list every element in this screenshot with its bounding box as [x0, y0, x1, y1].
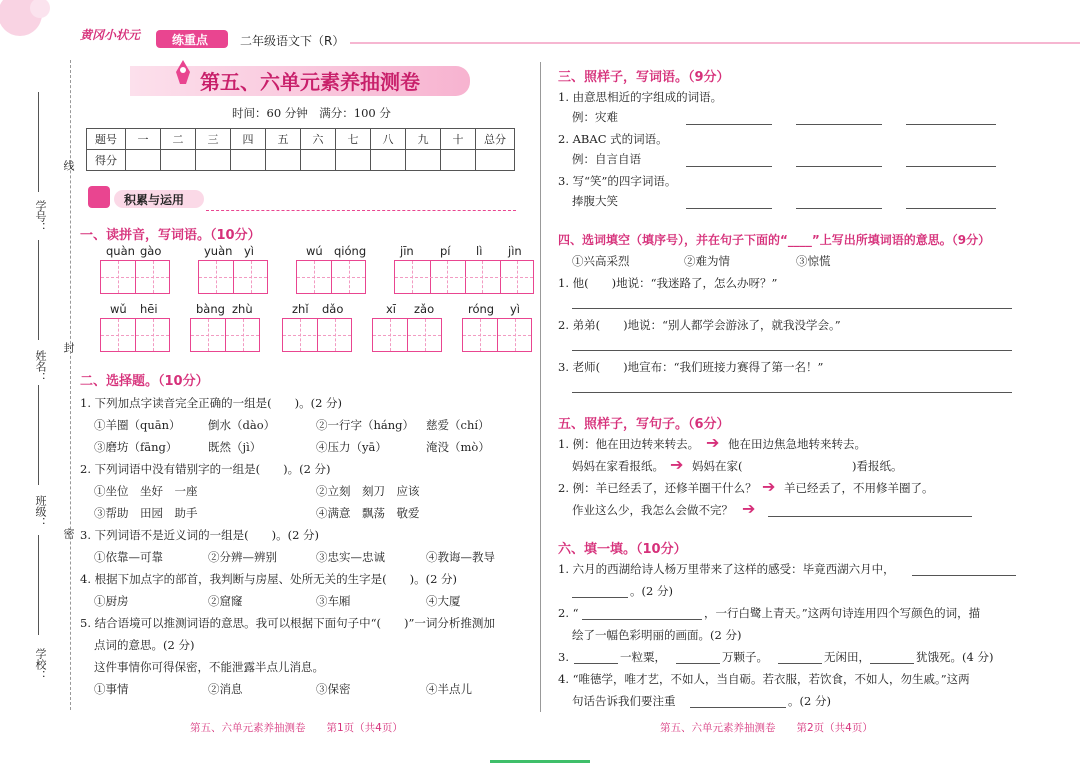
- answer-line[interactable]: [574, 663, 618, 664]
- side-mark-mi: 密: [62, 528, 75, 539]
- side-label-name: 姓名：: [34, 350, 47, 383]
- pinyin: dǎo: [322, 302, 344, 316]
- score-header-cell: 五: [266, 129, 301, 150]
- score-cell[interactable]: [441, 150, 476, 171]
- score-header-cell: 七: [336, 129, 371, 150]
- score-cell[interactable]: [196, 150, 231, 171]
- sec4-title: 四、选词填空（填序号），并在句子下面的“____”上写出所填词语的意思。（9分）: [558, 233, 991, 247]
- rocket-icon: [170, 58, 196, 92]
- writing-grid[interactable]: [372, 318, 442, 352]
- option: ②消息: [208, 682, 243, 696]
- arrow-icon: ➔: [762, 477, 776, 496]
- example-sentence: 1. 例：他在田边转来转去。: [558, 437, 700, 451]
- page-title: 第五、六单元素养抽测卷: [200, 70, 420, 94]
- option: ④教诲—教导: [426, 550, 495, 564]
- sentence: 妈妈在家(: [692, 459, 743, 473]
- sentence: 4. “唯德学，唯才艺，不如人，当自砺。若衣服，若饮食，不如人，勿生戚。”这两: [558, 672, 970, 686]
- option: ②窟窿: [208, 594, 243, 608]
- sec3-title: 三、照样子，写词语。（9分）: [558, 70, 730, 85]
- word-option: ①兴高采烈: [572, 254, 630, 268]
- pinyin: xī: [386, 302, 397, 316]
- option: 慈爱（chí）: [426, 418, 490, 432]
- score-header-cell: 二: [161, 129, 196, 150]
- pinyin: wǔ: [110, 302, 127, 316]
- answer-line[interactable]: [572, 597, 628, 598]
- binding-line: [70, 60, 71, 710]
- answer-line[interactable]: [906, 166, 996, 167]
- question: 点词的意思。(2 分): [94, 638, 195, 652]
- time-info: 时间：60 分钟 满分：100 分: [232, 106, 391, 120]
- sentence: 一粒粟，: [620, 650, 666, 664]
- arrow-icon: ➔: [670, 455, 684, 474]
- option: ②分辨—辨别: [208, 550, 277, 564]
- pinyin: yì: [244, 244, 255, 258]
- side-blank: [38, 92, 39, 192]
- example-sentence: 2. 例：羊已经丢了，还修羊圈干什么？: [558, 481, 757, 495]
- answer-line[interactable]: [778, 663, 822, 664]
- side-label-class: 班级：: [34, 495, 47, 528]
- sec2-title: 二、选择题。（10分）: [80, 374, 209, 389]
- sentence: 3.: [558, 650, 569, 664]
- book-icon: [88, 186, 110, 208]
- sentence: 2. “: [558, 606, 579, 620]
- option: ②一行字（háng）: [316, 418, 415, 432]
- answer-line[interactable]: [768, 516, 972, 517]
- option: ③磨坊（fāng）: [94, 440, 178, 454]
- sentence: 。(2 分): [630, 584, 673, 598]
- score-header-cell: 三: [196, 129, 231, 150]
- option: ④满意 飘荡 敬爱: [316, 506, 420, 520]
- option: ③帮助 田园 助手: [94, 506, 198, 520]
- pinyin: quàn: [106, 244, 135, 258]
- pinyin: bàng: [196, 302, 225, 316]
- option: 既然（jì）: [208, 440, 262, 454]
- answer-line[interactable]: [572, 308, 1012, 309]
- score-header-cell: 十: [441, 129, 476, 150]
- pinyin: jīn: [400, 244, 414, 258]
- answer-line[interactable]: [572, 392, 1012, 393]
- option: ②立刻 刻刀 应该: [316, 484, 420, 498]
- pinyin: wú: [306, 244, 323, 258]
- answer-line[interactable]: [796, 166, 882, 167]
- section-banner: 积累与运用: [124, 193, 185, 207]
- pinyin: zǎo: [414, 302, 435, 316]
- score-header-cell: 题号: [87, 129, 126, 150]
- side-blank: [38, 385, 39, 485]
- answer-line[interactable]: [572, 350, 1012, 351]
- option: ①羊圈（quān）: [94, 418, 181, 432]
- option: 倒水（dào）: [208, 418, 276, 432]
- pinyin: jìn: [508, 244, 522, 258]
- pinyin: róng: [468, 302, 495, 316]
- writing-grid[interactable]: [462, 318, 532, 352]
- score-cell[interactable]: [161, 150, 196, 171]
- sentence: )看报纸。: [852, 459, 903, 473]
- side-label-number: 学号：: [34, 200, 47, 233]
- writing-grid[interactable]: [282, 318, 352, 352]
- pinyin: zhǐ: [292, 302, 309, 316]
- subject-label: 二年级语文下（R）: [240, 34, 345, 48]
- answer-line[interactable]: [906, 124, 996, 125]
- question: 1. 下列加点字读音完全正确的一组是( )。(2 分): [80, 396, 343, 410]
- arrow-icon: ➔: [742, 499, 756, 518]
- option: 淹没（mò）: [426, 440, 490, 454]
- example: 捧腹大笑: [572, 194, 618, 208]
- pinyin: hēi: [140, 302, 158, 316]
- option: ③车厢: [316, 594, 351, 608]
- sentence: 2. 弟弟( )地说：“别人都学会游泳了，就我没学会。”: [558, 318, 841, 332]
- answer-line[interactable]: [686, 208, 772, 209]
- pinyin: yì: [510, 302, 521, 316]
- side-mark-feng: 封: [62, 342, 75, 353]
- score-row-label: 得分: [87, 150, 126, 171]
- score-cell[interactable]: [301, 150, 336, 171]
- score-cell[interactable]: [126, 150, 161, 171]
- side-blank: [38, 535, 39, 635]
- answer-line[interactable]: [676, 663, 720, 664]
- answer-line[interactable]: [912, 575, 1016, 576]
- pinyin: gào: [140, 244, 162, 258]
- corner-decoration: [0, 0, 60, 60]
- option: ④压力（yā）: [316, 440, 387, 454]
- score-cell[interactable]: [406, 150, 441, 171]
- footer-right: 第五、六单元素养抽测卷 第2页（共4页）: [660, 722, 873, 734]
- word-option: ②难为情: [684, 254, 730, 268]
- score-cell[interactable]: [266, 150, 301, 171]
- answer-line[interactable]: [796, 124, 882, 125]
- sentence: 。(2 分): [788, 694, 831, 708]
- option: ①事情: [94, 682, 129, 696]
- writing-grid[interactable]: [198, 260, 268, 294]
- side-mark-xian: 线: [62, 160, 75, 171]
- writing-grid[interactable]: [100, 318, 170, 352]
- option: ①厨房: [94, 594, 129, 608]
- side-label-school: 学校：: [34, 648, 47, 681]
- sentence: 1. 六月的西湖给诗人杨万里带来了这样的感受：毕竟西湖六月中，: [558, 562, 895, 576]
- score-cell[interactable]: [476, 150, 515, 171]
- sentence: 1. 他( )地说：“我迷路了，怎么办呀？”: [558, 276, 778, 290]
- question: 2. ABAC 式的词语。: [558, 132, 668, 146]
- writing-grid[interactable]: [296, 260, 366, 294]
- top-rule: [350, 42, 1080, 44]
- sentence: 犹饿死。(4 分): [916, 650, 994, 664]
- score-cell[interactable]: [231, 150, 266, 171]
- example: 例：灾难: [572, 110, 618, 124]
- question: 1. 由意思相近的字组成的词语。: [558, 90, 723, 104]
- sec6-title: 六、填一填。（10分）: [558, 542, 687, 557]
- arrow-icon: ➔: [706, 433, 720, 452]
- question: 3. 下列词语不是近义词的一组是( )。(2 分): [80, 528, 320, 542]
- bottom-accent: [490, 760, 590, 763]
- question: 2. 下列词语中没有错别字的一组是( )。(2 分): [80, 462, 331, 476]
- option: ③忠实—忠诚: [316, 550, 385, 564]
- example-sentence: 他在田边焦急地转来转去。: [728, 437, 866, 451]
- question: 3. 写“笑”的四字词语。: [558, 174, 677, 188]
- example: 例：自言自语: [572, 152, 641, 166]
- score-header-cell: 总分: [476, 129, 515, 150]
- logo: 黄冈小状元: [80, 28, 141, 42]
- example-sentence: 羊已经丢了，不用修羊圈了。: [784, 481, 934, 495]
- answer-line[interactable]: [870, 663, 914, 664]
- pinyin: qióng: [334, 244, 367, 258]
- option: ④半点儿: [426, 682, 472, 696]
- section-banner-rule: [206, 210, 516, 211]
- answer-line[interactable]: [582, 619, 702, 620]
- context-sentence: 这件事情你可得保密，不能泄露半点儿消息。: [94, 660, 324, 674]
- score-header-cell: 六: [301, 129, 336, 150]
- pinyin: zhù: [232, 302, 253, 316]
- option: ①依靠—可靠: [94, 550, 163, 564]
- score-cell[interactable]: [371, 150, 406, 171]
- option: ④大厦: [426, 594, 461, 608]
- question: 4. 根据下加点字的部首，我判断与房屋、处所无关的生字是( )。(2 分): [80, 572, 458, 586]
- score-header-cell: 四: [231, 129, 266, 150]
- page-divider: [540, 62, 541, 712]
- sentence: 无闲田，: [824, 650, 870, 664]
- writing-grid[interactable]: [100, 260, 170, 294]
- score-table: [86, 128, 515, 171]
- sentence: 作业这么少，我怎么会做不完？: [572, 503, 733, 517]
- answer-line[interactable]: [686, 124, 772, 125]
- sentence: 绘了一幅色彩明丽的画面。(2 分): [572, 628, 742, 642]
- sec5-title: 五、照样子，写句子。（6分）: [558, 417, 730, 432]
- pinyin: pí: [440, 244, 451, 258]
- option: ①坐位 坐好 一座: [94, 484, 198, 498]
- sentence: 妈妈在家看报纸。: [572, 459, 664, 473]
- pinyin: lì: [476, 244, 483, 258]
- option: ③保密: [316, 682, 351, 696]
- sentence: ，一行白鹭上青天。”这两句诗连用四个写颜色的词，描: [704, 606, 981, 620]
- footer-left: 第五、六单元素养抽测卷 第1页（共4页）: [190, 722, 403, 734]
- side-blank: [38, 240, 39, 340]
- score-header-cell: 一: [126, 129, 161, 150]
- answer-line[interactable]: [690, 707, 786, 708]
- score-header-cell: 八: [371, 129, 406, 150]
- score-cell[interactable]: [336, 150, 371, 171]
- sentence: 句话告诉我们要注重: [572, 694, 676, 708]
- word-option: ③惊慌: [796, 254, 831, 268]
- score-header-cell: 九: [406, 129, 441, 150]
- answer-line[interactable]: [906, 208, 996, 209]
- tag-label: 练重点: [172, 33, 209, 47]
- question: 5. 结合语境可以推测词语的意思。我可以根据下面句子中“( )”一词分析推测加: [80, 616, 495, 630]
- sentence: 万颗子。: [722, 650, 768, 664]
- sec1-title: 一、读拼音，写词语。（10分）: [80, 228, 261, 243]
- pinyin: yuàn: [204, 244, 233, 258]
- writing-grid[interactable]: [394, 260, 534, 294]
- writing-grid[interactable]: [190, 318, 260, 352]
- answer-line[interactable]: [796, 208, 882, 209]
- sentence: 3. 老师( )地宣布：“我们班接力赛得了第一名！”: [558, 360, 824, 374]
- answer-line[interactable]: [686, 166, 772, 167]
